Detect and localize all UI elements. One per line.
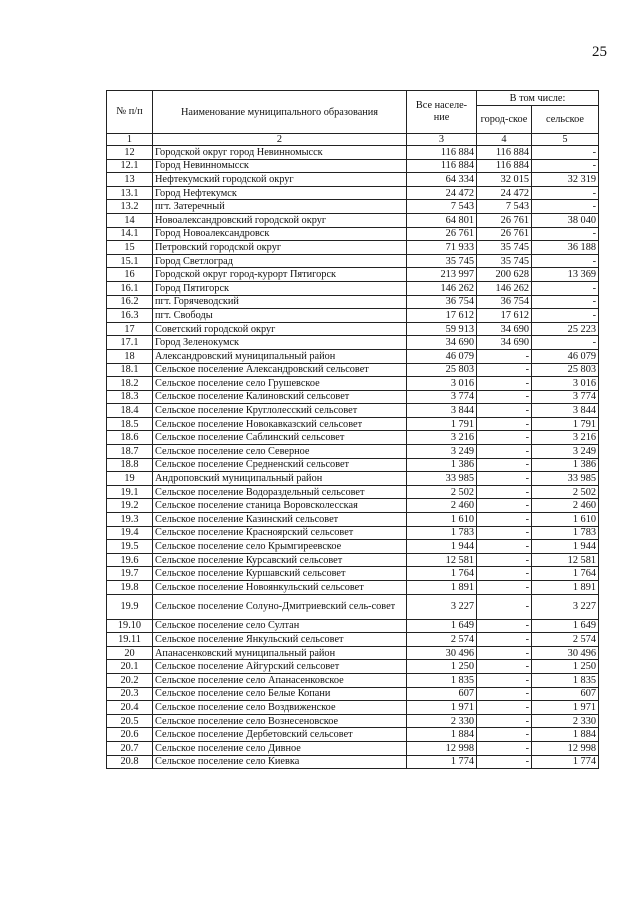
row-name: пгт. Свободы (153, 309, 407, 323)
row-rural: 1 386 (532, 458, 599, 472)
row-name: Сельское поселение Куршавский сельсовет (153, 567, 407, 581)
row-number: 20 (107, 646, 153, 660)
table-row (107, 633, 599, 647)
row-total: 46 079 (407, 349, 477, 363)
row-total: 1 944 (407, 540, 477, 554)
row-total: 34 690 (407, 336, 477, 350)
row-number: 14 (107, 213, 153, 227)
table-row (107, 254, 599, 268)
row-total: 35 745 (407, 254, 477, 268)
row-total: 1 884 (407, 728, 477, 742)
row-number: 19.5 (107, 540, 153, 554)
row-number: 19 (107, 472, 153, 486)
row-total: 12 581 (407, 553, 477, 567)
row-number: 19.1 (107, 485, 153, 499)
table-row (107, 336, 599, 350)
page-number: 25 (592, 44, 607, 60)
row-urban: - (477, 540, 532, 554)
row-total: 607 (407, 687, 477, 701)
table-row (107, 445, 599, 459)
row-urban: 200 628 (477, 268, 532, 282)
row-number: 19.4 (107, 526, 153, 540)
row-rural: 1 971 (532, 701, 599, 715)
row-name: Сельское поселение Айгурский сельсовет (153, 660, 407, 674)
table-row (107, 268, 599, 282)
row-urban: - (477, 619, 532, 633)
row-total: 24 472 (407, 186, 477, 200)
table-row (107, 755, 599, 769)
row-total: 1 610 (407, 513, 477, 527)
row-total: 1 783 (407, 526, 477, 540)
row-urban: - (477, 660, 532, 674)
row-name: Петровский городской округ (153, 241, 407, 255)
header-num: № п/п (107, 91, 153, 134)
row-number: 17.1 (107, 336, 153, 350)
column-number: 3 (407, 134, 477, 146)
table-row (107, 673, 599, 687)
row-total: 2 460 (407, 499, 477, 513)
row-name: Город Зеленокумск (153, 336, 407, 350)
row-urban: 35 745 (477, 254, 532, 268)
table-row (107, 458, 599, 472)
table-row (107, 741, 599, 755)
row-urban: - (477, 349, 532, 363)
row-rural: 3 016 (532, 377, 599, 391)
row-urban: - (477, 431, 532, 445)
row-number: 20.6 (107, 728, 153, 742)
row-rural: 12 581 (532, 553, 599, 567)
row-total: 1 250 (407, 660, 477, 674)
header-total: Все населе-ние (407, 91, 477, 134)
row-number: 16.2 (107, 295, 153, 309)
row-number: 14.1 (107, 227, 153, 241)
row-name: Сельское поселение Дербетовский сельсовет (153, 728, 407, 742)
row-number: 18.6 (107, 431, 153, 445)
row-total: 26 761 (407, 227, 477, 241)
table-row (107, 553, 599, 567)
row-rural: 1 610 (532, 513, 599, 527)
row-name: Город Светлоград (153, 254, 407, 268)
row-urban: 34 690 (477, 322, 532, 336)
table-row (107, 186, 599, 200)
row-total: 1 971 (407, 701, 477, 715)
row-name: Город Пятигорск (153, 281, 407, 295)
row-number: 20.2 (107, 673, 153, 687)
row-rural: 1 783 (532, 526, 599, 540)
row-name: Сельское поселение Средненский сельсовет (153, 458, 407, 472)
table-row (107, 714, 599, 728)
row-number: 19.9 (107, 594, 153, 619)
row-urban: - (477, 581, 532, 595)
row-name: Сельское поселение село Апанасенковское (153, 673, 407, 687)
table-row (107, 646, 599, 660)
row-number: 16.3 (107, 309, 153, 323)
row-name: Сельское поселение село Воздвиженское (153, 701, 407, 715)
row-urban: - (477, 714, 532, 728)
row-urban: - (477, 363, 532, 377)
header-name: Наименование муниципального образования (153, 91, 407, 134)
table-row (107, 526, 599, 540)
row-total: 3 774 (407, 390, 477, 404)
table-row (107, 377, 599, 391)
row-rural: 1 774 (532, 755, 599, 769)
row-number: 18.8 (107, 458, 153, 472)
table-row (107, 227, 599, 241)
row-urban: 7 543 (477, 200, 532, 214)
row-total: 2 574 (407, 633, 477, 647)
row-urban: - (477, 472, 532, 486)
row-rural: 1 944 (532, 540, 599, 554)
row-name: Город Нефтекумск (153, 186, 407, 200)
row-rural: 32 319 (532, 173, 599, 187)
row-rural: - (532, 281, 599, 295)
row-rural: 1 250 (532, 660, 599, 674)
row-name: Сельское поселение Курсавский сельсовет (153, 553, 407, 567)
row-name: Городской округ город Невинномысск (153, 146, 407, 160)
row-total: 71 933 (407, 241, 477, 255)
row-total: 30 496 (407, 646, 477, 660)
row-urban: - (477, 417, 532, 431)
column-number: 4 (477, 134, 532, 146)
row-urban: 17 612 (477, 309, 532, 323)
row-total: 3 016 (407, 377, 477, 391)
row-name: Сельское поселение Саблинский сельсовет (153, 431, 407, 445)
row-total: 146 262 (407, 281, 477, 295)
table-row (107, 363, 599, 377)
row-number: 20.7 (107, 741, 153, 755)
row-name: Нефтекумский городской округ (153, 173, 407, 187)
row-urban: 116 884 (477, 146, 532, 160)
table-row (107, 322, 599, 336)
row-total: 59 913 (407, 322, 477, 336)
row-name: Сельское поселение село Белые Копани (153, 687, 407, 701)
row-total: 116 884 (407, 146, 477, 160)
table-row (107, 173, 599, 187)
row-rural: 25 803 (532, 363, 599, 377)
row-rural: 3 216 (532, 431, 599, 445)
row-name: Городской округ город-курорт Пятигорск (153, 268, 407, 282)
row-rural: - (532, 186, 599, 200)
row-name: Сельское поселение село Северное (153, 445, 407, 459)
table-row (107, 567, 599, 581)
column-number: 5 (532, 134, 599, 146)
row-name: Сельское поселение Казинский сельсовет (153, 513, 407, 527)
row-rural: 46 079 (532, 349, 599, 363)
table-row (107, 404, 599, 418)
table-row (107, 349, 599, 363)
table-row (107, 390, 599, 404)
row-rural: 3 844 (532, 404, 599, 418)
table-row (107, 200, 599, 214)
row-total: 12 998 (407, 741, 477, 755)
table-row (107, 499, 599, 513)
row-rural: - (532, 200, 599, 214)
table-row (107, 513, 599, 527)
table-row (107, 660, 599, 674)
row-number: 18 (107, 349, 153, 363)
table-row (107, 295, 599, 309)
row-total: 1 791 (407, 417, 477, 431)
row-rural: 1 649 (532, 619, 599, 633)
row-number: 19.2 (107, 499, 153, 513)
row-rural: 3 227 (532, 594, 599, 619)
row-rural: 2 574 (532, 633, 599, 647)
table-row (107, 581, 599, 595)
table-row (107, 241, 599, 255)
row-number: 16.1 (107, 281, 153, 295)
row-number: 12 (107, 146, 153, 160)
row-number: 19.8 (107, 581, 153, 595)
row-name: Сельское поселение село Вознесеновское (153, 714, 407, 728)
row-total: 3 216 (407, 431, 477, 445)
row-total: 3 844 (407, 404, 477, 418)
row-urban: 35 745 (477, 241, 532, 255)
row-urban: 36 754 (477, 295, 532, 309)
table-row (107, 431, 599, 445)
row-urban: 26 761 (477, 213, 532, 227)
row-name: Город Новоалександровск (153, 227, 407, 241)
row-rural: 30 496 (532, 646, 599, 660)
row-name: Новоалександровский городской округ (153, 213, 407, 227)
row-number: 20.1 (107, 660, 153, 674)
row-number: 13.2 (107, 200, 153, 214)
row-urban: - (477, 377, 532, 391)
row-name: Сельское поселение Новоянкульский сельсовет (153, 581, 407, 595)
row-urban: 146 262 (477, 281, 532, 295)
row-rural: - (532, 146, 599, 160)
row-name: Советский городской округ (153, 322, 407, 336)
row-number: 18.7 (107, 445, 153, 459)
row-number: 20.3 (107, 687, 153, 701)
row-rural: 1 791 (532, 417, 599, 431)
row-number: 19.7 (107, 567, 153, 581)
row-number: 17 (107, 322, 153, 336)
row-rural: 33 985 (532, 472, 599, 486)
row-urban: - (477, 687, 532, 701)
row-name: Александровский муниципальный район (153, 349, 407, 363)
row-number: 18.3 (107, 390, 153, 404)
row-number: 18.2 (107, 377, 153, 391)
row-name: пгт. Горячеводский (153, 295, 407, 309)
row-rural: 1 764 (532, 567, 599, 581)
row-rural: 3 774 (532, 390, 599, 404)
header-urban: город-ское (477, 106, 532, 134)
table-row (107, 728, 599, 742)
row-urban: 24 472 (477, 186, 532, 200)
table-body (107, 146, 599, 769)
table-row (107, 417, 599, 431)
row-total: 3 227 (407, 594, 477, 619)
row-name: Сельское поселение село Киевка (153, 755, 407, 769)
row-urban: - (477, 673, 532, 687)
column-number: 1 (107, 134, 153, 146)
row-rural: - (532, 336, 599, 350)
row-urban: - (477, 741, 532, 755)
row-total: 17 612 (407, 309, 477, 323)
row-urban: - (477, 646, 532, 660)
row-name: Сельское поселение Круглолесский сельсовет (153, 404, 407, 418)
row-name: Город Невинномысск (153, 159, 407, 173)
table-row (107, 687, 599, 701)
row-urban: 32 015 (477, 173, 532, 187)
row-urban: - (477, 526, 532, 540)
row-total: 36 754 (407, 295, 477, 309)
row-number: 20.5 (107, 714, 153, 728)
row-rural: 2 502 (532, 485, 599, 499)
row-number: 15 (107, 241, 153, 255)
row-name: Сельское поселение село Грушевское (153, 377, 407, 391)
row-rural: 38 040 (532, 213, 599, 227)
row-rural: 607 (532, 687, 599, 701)
row-number: 20.8 (107, 755, 153, 769)
row-rural: 13 369 (532, 268, 599, 282)
row-urban: - (477, 390, 532, 404)
row-name: Сельское поселение Водораздельный сельсовет (153, 485, 407, 499)
row-rural: 2 460 (532, 499, 599, 513)
table-row (107, 309, 599, 323)
row-urban: - (477, 553, 532, 567)
table-row (107, 619, 599, 633)
table-row (107, 472, 599, 486)
row-rural: - (532, 254, 599, 268)
row-rural: - (532, 295, 599, 309)
row-number: 12.1 (107, 159, 153, 173)
table-row (107, 146, 599, 160)
row-total: 2 502 (407, 485, 477, 499)
row-urban: 116 884 (477, 159, 532, 173)
row-name: Сельское поселение Янкульский сельсовет (153, 633, 407, 647)
population-table (106, 90, 599, 769)
row-urban: - (477, 755, 532, 769)
row-name: Сельское поселение Солуно-Дмитриевский сель-совет (153, 594, 407, 619)
table-row (107, 594, 599, 619)
row-name: Сельское поселение село Дивное (153, 741, 407, 755)
row-number: 19.6 (107, 553, 153, 567)
row-urban: - (477, 458, 532, 472)
row-name: пгт. Затеречный (153, 200, 407, 214)
row-total: 1 774 (407, 755, 477, 769)
row-number: 19.10 (107, 619, 153, 633)
row-name: Сельское поселение село Крымгиреевское (153, 540, 407, 554)
row-urban: 26 761 (477, 227, 532, 241)
row-number: 19.3 (107, 513, 153, 527)
row-total: 7 543 (407, 200, 477, 214)
row-urban: - (477, 728, 532, 742)
row-number: 18.1 (107, 363, 153, 377)
row-urban: - (477, 485, 532, 499)
row-number: 18.4 (107, 404, 153, 418)
table-row (107, 281, 599, 295)
row-total: 1 764 (407, 567, 477, 581)
row-total: 213 997 (407, 268, 477, 282)
row-number: 18.5 (107, 417, 153, 431)
table-row (107, 540, 599, 554)
table-row (107, 213, 599, 227)
column-number: 2 (153, 134, 407, 146)
row-rural: 2 330 (532, 714, 599, 728)
header-including: В том числе: (477, 91, 599, 106)
row-rural: 12 998 (532, 741, 599, 755)
row-name: Андроповский муниципальный район (153, 472, 407, 486)
row-number: 16 (107, 268, 153, 282)
row-rural: 36 188 (532, 241, 599, 255)
row-name: Сельское поселение станица Воровсколесская (153, 499, 407, 513)
header-rural: сельское (532, 106, 599, 134)
row-urban: - (477, 445, 532, 459)
row-total: 64 334 (407, 173, 477, 187)
table-row (107, 485, 599, 499)
row-urban: - (477, 513, 532, 527)
row-urban: - (477, 567, 532, 581)
row-rural: 1 835 (532, 673, 599, 687)
row-name: Сельское поселение Александровский сельсовет (153, 363, 407, 377)
row-urban: - (477, 404, 532, 418)
row-rural: - (532, 159, 599, 173)
row-total: 25 803 (407, 363, 477, 377)
table-row (107, 701, 599, 715)
row-name: Сельское поселение Новокавказский сельсовет (153, 417, 407, 431)
row-total: 3 249 (407, 445, 477, 459)
row-name: Сельское поселение село Султан (153, 619, 407, 633)
table-row (107, 159, 599, 173)
row-name: Апанасенковский муниципальный район (153, 646, 407, 660)
row-urban: 34 690 (477, 336, 532, 350)
row-urban: - (477, 594, 532, 619)
row-number: 15.1 (107, 254, 153, 268)
row-total: 1 835 (407, 673, 477, 687)
row-total: 116 884 (407, 159, 477, 173)
row-total: 2 330 (407, 714, 477, 728)
row-rural: - (532, 227, 599, 241)
row-number: 13 (107, 173, 153, 187)
row-number: 13.1 (107, 186, 153, 200)
row-number: 19.11 (107, 633, 153, 647)
row-rural: 1 884 (532, 728, 599, 742)
row-rural: - (532, 309, 599, 323)
row-urban: - (477, 499, 532, 513)
row-total: 64 801 (407, 213, 477, 227)
row-number: 20.4 (107, 701, 153, 715)
row-total: 1 649 (407, 619, 477, 633)
row-name: Сельское поселение Красноярский сельсовет (153, 526, 407, 540)
row-urban: - (477, 633, 532, 647)
row-rural: 3 249 (532, 445, 599, 459)
row-total: 33 985 (407, 472, 477, 486)
row-rural: 1 891 (532, 581, 599, 595)
row-urban: - (477, 701, 532, 715)
row-name: Сельское поселение Калиновский сельсовет (153, 390, 407, 404)
row-total: 1 891 (407, 581, 477, 595)
row-rural: 25 223 (532, 322, 599, 336)
row-total: 1 386 (407, 458, 477, 472)
